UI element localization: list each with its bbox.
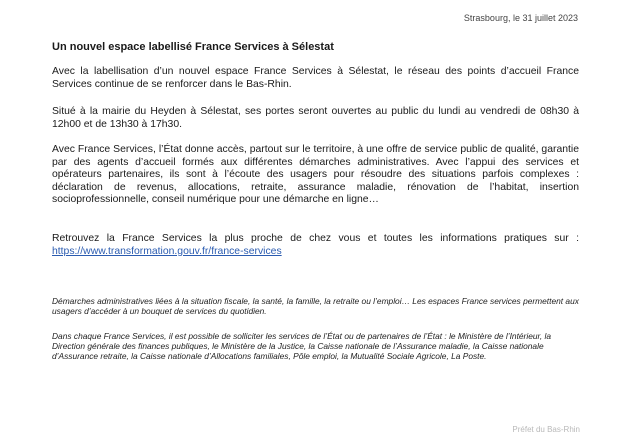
paragraph-find-service (52, 233, 579, 258)
note-partner-services: Dans chaque France Services, il est possible de solliciter les services de l’État ou de partenaires de l’État : le Ministère de l’Intérieur, la Direction générale des finances publiques, le Ministère de la Justice, la Caisse nationale de l’Assurance maladie, la Caisse nationale d’Assurance retraite, la Caisse nationale d’Allocations familiales, Pôle emploi, la Mutualité Sociale Agricole, La Poste. (52, 331, 552, 362)
footer-prefecture-mark: Préfet du Bas-Rhin (512, 425, 580, 434)
paragraph-location-hours: Situé à la mairie du Heyden à Sélestat, ses portes seront ouvertes au public du lundi au vendredi de 08h30 à 12h00 et de 13h30 à 17h30. (52, 106, 579, 130)
date-line: Strasbourg, le 31 juillet 2023 (463, 13, 578, 23)
note-administrative-procedures: Démarches administratives liées à la situation fiscale, la santé, la famille, la retraite ou l’emploi… Les espaces France services permettent aux usagers d’accéder à un bouquet de services du quotidien. (52, 296, 579, 317)
paragraph-services-description: Avec France Services, l’État donne accès, partout sur le territoire, à une offre de service public de qualité, garantie par des agents d’accueil formés aux différentes démarches administratives. Avec l’appui des services et opérateurs partenaires, ils sont à l’écoute des usagers pour résoudre des situations parfois complexes : déclaration de revenus, allocations, retraite, assurance maladie, rénovation de l’habitat, insertion socioprofessionnelle, conseil numérique pour une démarche en ligne… (52, 144, 579, 205)
paragraph-intro: Avec la labellisation d’un nouvel espace France Services à Sélestat, le réseau des points d’accueil France Services continue de se renforcer dans le Bas-Rhin. (52, 66, 579, 90)
find-service-text: Retrouvez la France Services la plus proche de chez vous et toutes les informations pratiques sur : (52, 233, 579, 244)
france-services-link[interactable]: https://www.transformation.gouv.fr/france-services (52, 245, 282, 257)
page-title: Un nouvel espace labellisé France Services à Sélestat (52, 41, 334, 53)
